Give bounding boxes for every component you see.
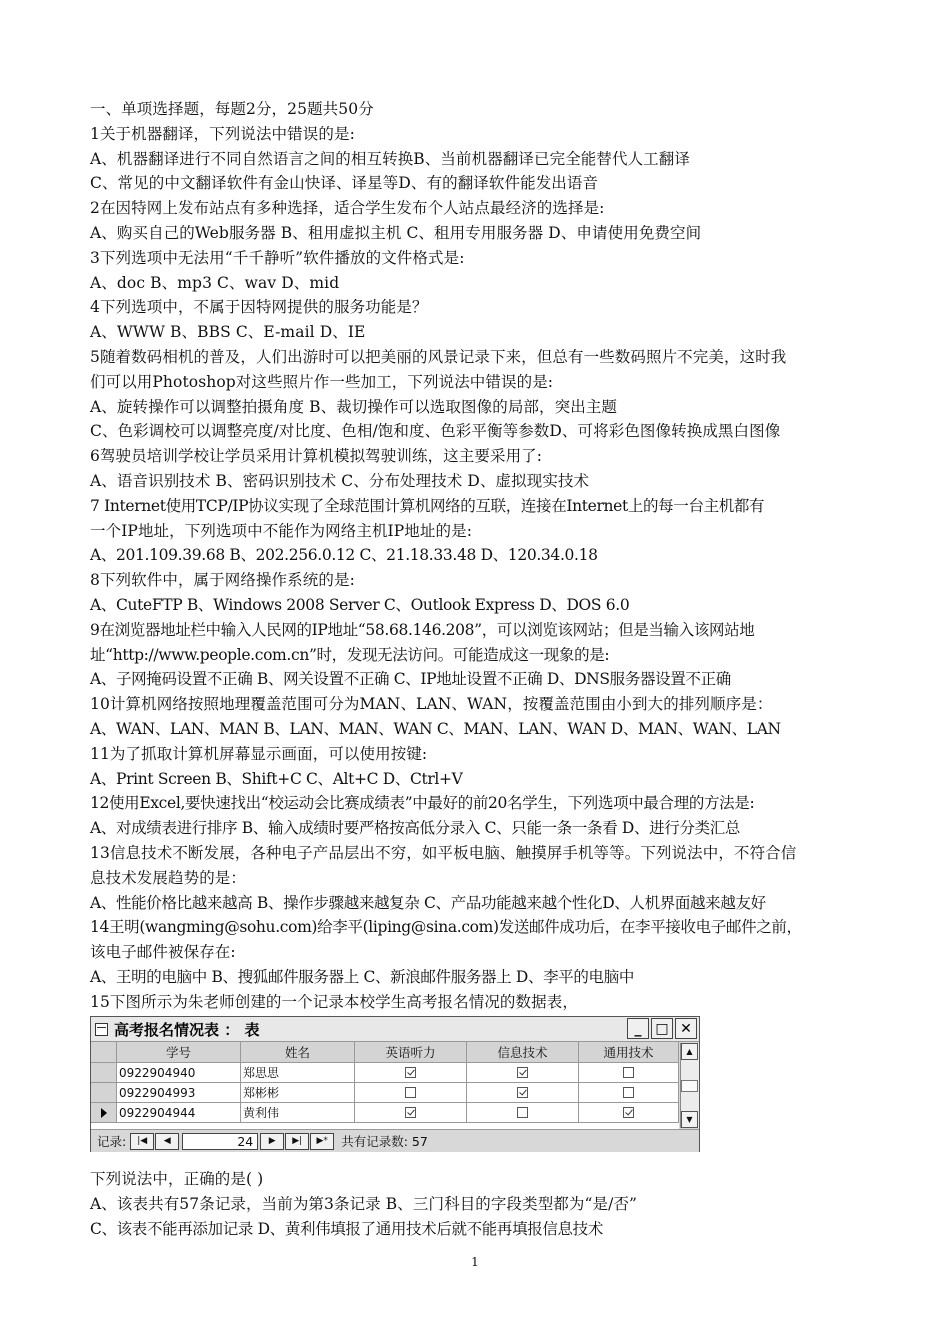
vertical-scrollbar[interactable] [680, 1043, 699, 1128]
text-line: 10计算机网络按照地理覆盖范围可分为MAN、LAN、WAN，按覆盖范围由小到大的排列顺序是： [90, 695, 773, 714]
scroll-up-icon[interactable]: ▲ [681, 1043, 698, 1060]
table-icon [95, 1023, 108, 1036]
maximize-icon[interactable]: □ [651, 1018, 673, 1039]
unchecked-checkbox[interactable] [517, 1107, 528, 1118]
text-line: A、机器翻译进行不同自然语言之间的相互转换B、当前机器翻译已完全能替代人工翻译 [90, 149, 690, 168]
text-line: C、常见的中文翻译软件有金山快译、译星等D、有的翻译软件能发出语音 [90, 174, 599, 193]
text-line: 下列说法中，正确的是( ) [90, 1170, 264, 1188]
text-line: C、该表不能再添加记录 D、黄利伟填报了通用技术后就不能再填报信息技术 [90, 1219, 603, 1238]
text-line: A、对成绩表进行排序 B、输入成绩时要严格按高低分录入 C、只能一条一条看 D、进行分类汇总 [90, 819, 741, 838]
table-title-bar [91, 1017, 699, 1042]
row-selector[interactable] [91, 1103, 117, 1122]
text-line: 13信息技术不断发展，各种电子产品层出不穷，如平板电脑、触摸屏手机等等。下列说法中，不符合信 [90, 843, 797, 862]
text-line: A、旋转操作可以调整拍摄角度 B、裁切操作可以选取图像的局部，突出主题 [90, 397, 618, 416]
last-record-icon[interactable]: ▶| [285, 1133, 309, 1150]
text-line: 11为了抓取计算机屏幕显示画面，可以使用按键: [90, 744, 428, 763]
question-text [90, 97, 880, 1014]
minimize-icon[interactable]: _ [627, 1018, 649, 1039]
text-line: A、CuteFTP B、Windows 2008 Server C、Outlook Express D、DOS 6.0 [90, 595, 630, 614]
student-name-cell[interactable]: 郑彬彬 [241, 1083, 355, 1102]
record-label: 记录: [97, 1134, 127, 1149]
text-line: A、性能价格比越来越高 B、操作步骤越来越复杂 C、产品功能越来越个性化D、人机界面越来越友好 [90, 893, 766, 912]
text-line: A、Print Screen B、Shift+C C、Alt+C D、Ctrl+V [90, 769, 463, 788]
new-record-icon[interactable]: ▶* [310, 1133, 334, 1150]
text-line: A、WAN、LAN、MAN B、LAN、MAN、WAN C、MAN、LAN、WAN D、MAN、WAN、LAN [90, 719, 781, 738]
text-line: 6驾驶员培训学校让学员采用计算机模拟驾驶训练，这主要采用了: [90, 447, 543, 466]
text-line: A、201.109.39.68 B、202.256.0.12 C、21.18.33.48 D、120.34.0.18 [90, 546, 598, 565]
table-row[interactable] [91, 1063, 679, 1083]
student-id-cell[interactable]: 0922904944 [117, 1103, 241, 1122]
text-line: A、王明的电脑中 B、搜狐邮件服务器上 C、新浪邮件服务器上 D、李平的电脑中 [90, 967, 635, 986]
current-record-field[interactable]: 24 [182, 1133, 258, 1150]
checked-checkbox[interactable] [405, 1107, 416, 1118]
text-line: A、子网掩码设置不正确 B、网关设置不正确 C、IP地址设置不正确 D、DNS服务器设置不正确 [90, 670, 731, 689]
unchecked-checkbox[interactable] [623, 1067, 634, 1078]
text-line: A、购买自己的Web服务器 B、租用虚拟主机 C、租用专用服务器 D、申请使用免费空间 [90, 223, 702, 242]
text-line: C、色彩调校可以调整亮度/对比度、色相/饱和度、色彩平衡等参数D、可将彩色图像转换成黑白图像 [90, 422, 781, 441]
checkbox-cell [467, 1103, 579, 1122]
record-count: 共有记录数: 57 [341, 1134, 428, 1149]
checked-checkbox[interactable] [405, 1067, 416, 1078]
text-line: 12使用Excel,要快速找出“校运动会比赛成绩表”中最好的前20名学生，下列选项中最合理的方法是: [90, 794, 755, 813]
checkbox-cell [355, 1083, 467, 1102]
checked-checkbox[interactable] [517, 1067, 528, 1078]
text-line: A、doc B、mp3 C、wav D、mid [90, 273, 340, 292]
page-number: 1 [471, 1255, 479, 1269]
checkbox-cell [355, 1063, 467, 1082]
table-row[interactable] [91, 1083, 679, 1103]
text-line: A、语音识别技术 B、密码识别技术 C、分布处理技术 D、虚拟现实技术 [90, 471, 590, 490]
column-header[interactable]: 信息技术 [467, 1042, 579, 1062]
checked-checkbox[interactable] [623, 1107, 634, 1118]
current-row-arrow-icon [101, 1108, 107, 1118]
unchecked-checkbox[interactable] [623, 1087, 634, 1098]
student-id-cell[interactable]: 0922904993 [117, 1083, 241, 1102]
window-controls [627, 1018, 697, 1039]
access-table-window [90, 1016, 700, 1152]
student-name-cell[interactable]: 黄利伟 [241, 1103, 355, 1122]
checkbox-cell [579, 1063, 679, 1082]
text-line: 2在因特网上发布站点有多种选择，适合学生发布个人站点最经济的选择是: [90, 199, 605, 218]
table-title: 高考报名情况表 ： 表 [114, 1020, 260, 1039]
scroll-down-icon[interactable]: ▼ [681, 1111, 698, 1128]
text-line: 一、单项选择题，每题2分，25题共50分 [90, 100, 374, 118]
prev-record-icon[interactable]: ◀ [155, 1133, 179, 1150]
next-record-icon[interactable]: ▶ [260, 1133, 284, 1150]
scroll-thumb[interactable] [681, 1080, 698, 1092]
column-header[interactable]: 英语听力 [355, 1042, 467, 1062]
unchecked-checkbox[interactable] [405, 1087, 416, 1098]
student-name-cell[interactable]: 郑思思 [241, 1063, 355, 1082]
student-id-cell[interactable]: 0922904940 [117, 1063, 241, 1082]
text-line: 7 Internet使用TCP/IP协议实现了全球范围计算机网络的互联，连接在Internet上的每一台主机都有 [90, 496, 765, 515]
close-icon[interactable]: ✕ [675, 1018, 697, 1039]
text-line: 一个IP地址，下列选项中不能作为网络主机IP地址的是: [90, 521, 473, 540]
first-record-icon[interactable]: |◀ [130, 1133, 154, 1150]
text-line: 息技术发展趋势的是： [90, 868, 247, 887]
header-row [91, 1042, 679, 1063]
text-line: 1关于机器翻译，下列说法中错误的是: [90, 124, 355, 143]
checkbox-cell [467, 1063, 579, 1082]
text-line: 9在浏览器地址栏中输入人民网的IP地址“58.68.146.208”，可以浏览该网站；但是当输入该网站地 [90, 620, 755, 639]
question-15-text [90, 1167, 880, 1241]
datasheet-grid [91, 1042, 679, 1129]
text-line: 该电子邮件被保存在: [90, 943, 236, 962]
text-line: 4下列选项中，不属于因特网提供的服务功能是？ [90, 298, 428, 317]
column-header[interactable]: 学号 [117, 1042, 241, 1062]
column-header[interactable]: 通用技术 [579, 1042, 679, 1062]
table-row[interactable] [91, 1103, 679, 1123]
text-line: 们可以用Photoshop对这些照片作一些加工，下列说法中错误的是: [90, 372, 554, 391]
text-line: 5随着数码相机的普及，人们出游时可以把美丽的风景记录下来，但总有一些数码照片不完美，这时我 [90, 347, 787, 366]
row-selector-header [91, 1042, 117, 1062]
checked-checkbox[interactable] [517, 1087, 528, 1098]
row-selector[interactable] [91, 1083, 117, 1102]
text-line: 14王明(wangming@sohu.com)给李平(liping@sina.com)发送邮件成功后，在李平接收电子邮件之前， [90, 918, 802, 937]
text-line: 15下图所示为朱老师创建的一个记录本校学生高考报名情况的数据表， [90, 992, 578, 1011]
checkbox-cell [355, 1103, 467, 1122]
text-line: 3下列选项中无法用“千千静听”软件播放的文件格式是: [90, 248, 465, 267]
checkbox-cell [579, 1103, 679, 1122]
record-navigator [91, 1129, 699, 1152]
text-line: 8下列软件中，属于网络操作系统的是: [90, 571, 355, 590]
text-line: A、WWW B、BBS C、E-mail D、IE [90, 323, 366, 342]
row-selector[interactable] [91, 1063, 117, 1082]
text-line: 址“http://www.people.com.cn”时，发现无法访问。可能造成这一现象的是: [90, 645, 610, 664]
text-line: A、该表共有57条记录，当前为第3条记录 B、三门科目的字段类型都为“是/否” [90, 1194, 638, 1213]
column-header[interactable]: 姓名 [241, 1042, 355, 1062]
checkbox-cell [579, 1083, 679, 1102]
checkbox-cell [467, 1083, 579, 1102]
